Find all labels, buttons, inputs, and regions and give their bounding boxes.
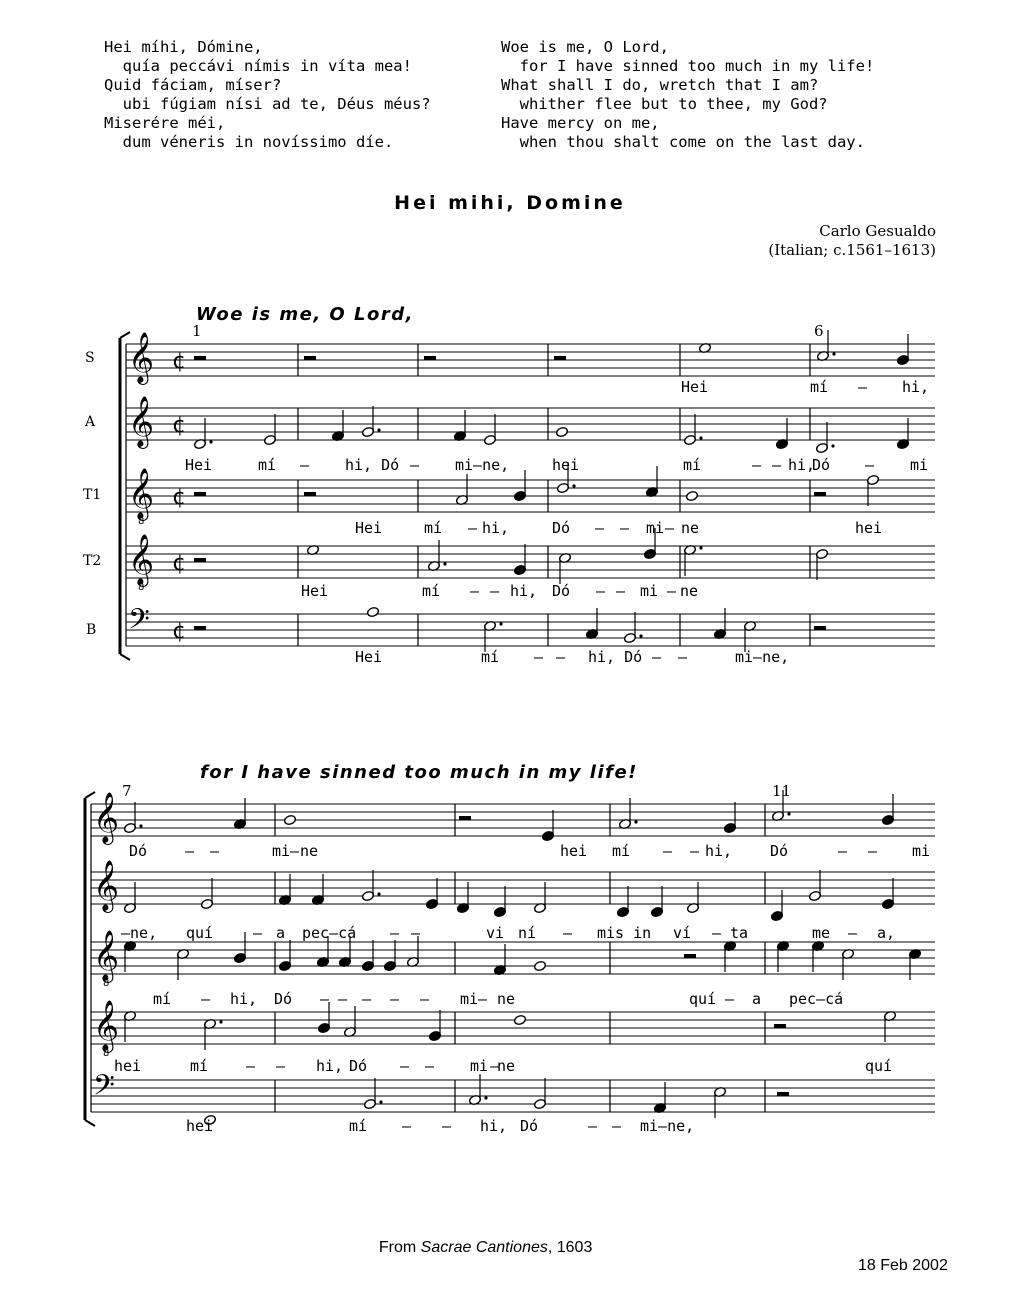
treble-clef: 𝄞 xyxy=(128,534,155,585)
lyric-syllable: mi xyxy=(470,1057,489,1075)
lyric-syllable: ne xyxy=(300,842,319,860)
lyric-syllable: mí xyxy=(422,582,441,600)
lyric-syllable: – xyxy=(838,842,848,860)
lyric-syllable: Dó xyxy=(770,842,789,860)
lyric-syllable: – xyxy=(320,990,330,1008)
lyric-syllable: – xyxy=(290,842,300,860)
source-prefix: From xyxy=(378,1239,421,1256)
lyric-syllable: – xyxy=(362,990,372,1008)
lyric-syllable: – xyxy=(338,990,348,1008)
lyric-syllable: – xyxy=(772,456,782,474)
voice-label-tenor-2: T2 xyxy=(83,553,102,569)
lyric-syllable: hi, xyxy=(902,378,930,396)
system-2-heading: for I have sinned too much in my life! xyxy=(200,762,638,783)
lyric-syllable: mi xyxy=(272,842,291,860)
lyric-syllable: mi xyxy=(640,582,659,600)
measure-number: 7 xyxy=(122,782,132,800)
lyric-syllable: – xyxy=(667,582,677,600)
lyric-syllable: hei xyxy=(855,519,883,537)
lyric-syllable: – xyxy=(865,456,875,474)
bass-clef: 𝄢 xyxy=(128,603,150,643)
voice-label-tenor-1: T1 xyxy=(83,487,102,503)
lyric-syllable: mi xyxy=(910,456,929,474)
lyric-syllable: Hei xyxy=(355,519,383,537)
voice-label-alto: A xyxy=(85,414,96,430)
time-signature: ¢ xyxy=(172,619,186,644)
lyric-syllable: – xyxy=(390,924,400,942)
composer-name: Carlo Gesualdo xyxy=(819,222,936,240)
lyric-syllable: Hei xyxy=(681,378,709,396)
english-line: for I have sinned too much in my life! xyxy=(501,57,875,75)
english-line: What shall I do, wretch that I am? xyxy=(501,76,819,94)
lyric-syllable: me xyxy=(812,924,831,942)
lyric-syllable: – xyxy=(470,582,480,600)
lyric-syllable: – xyxy=(596,582,606,600)
lyric-syllable: mi xyxy=(460,990,479,1008)
time-signature: ¢ xyxy=(172,349,186,374)
lyric-syllable: Dó xyxy=(349,1057,368,1075)
measure-number: 6 xyxy=(814,322,824,340)
lyric-syllable: a, xyxy=(877,924,896,942)
lyric-syllable: mi–ne, xyxy=(640,1117,695,1135)
source-year: , 1603 xyxy=(547,1239,593,1256)
measure-number: 1 xyxy=(192,322,202,340)
source-citation xyxy=(370,1221,592,1257)
footer-date: 18 Feb 2002 xyxy=(858,1257,948,1274)
rest xyxy=(814,492,826,496)
english-line: Have mercy on me, xyxy=(501,114,660,132)
lyric-syllable: – xyxy=(246,1057,256,1075)
time-signature: ¢ xyxy=(172,413,186,438)
augmentation-dot xyxy=(832,352,835,355)
lyric-syllable: mí xyxy=(424,519,443,537)
latin-line: dum véneris in novíssimo díe. xyxy=(104,133,394,151)
rest xyxy=(777,1092,789,1096)
lyric-syllable: – xyxy=(490,582,500,600)
whole-note xyxy=(513,1014,526,1025)
rest xyxy=(194,626,206,630)
measure-number: 11 xyxy=(772,782,792,800)
lyric-syllable: mí xyxy=(153,990,172,1008)
lyric-syllable: – xyxy=(612,1117,622,1135)
lyric-syllable: quí xyxy=(865,1057,893,1075)
lyric-syllable: – xyxy=(652,648,662,666)
lyric-syllable: – xyxy=(563,924,573,942)
treble-clef: 𝄞 xyxy=(93,860,120,911)
latin-line: quía peccávi nímis in víta mea! xyxy=(104,57,412,75)
octave-mark: 8 xyxy=(103,978,110,989)
lyric-syllable: – xyxy=(752,456,762,474)
lyric-syllable: – xyxy=(663,842,673,860)
system-1-heading: Woe is me, O Lord, xyxy=(196,304,414,325)
lyric-syllable: Dó xyxy=(812,456,831,474)
score-title: Hei mihi, Domine xyxy=(394,192,626,214)
voice-label-bass: B xyxy=(86,622,97,638)
treble-clef: 𝄞 xyxy=(93,1000,120,1051)
lyric-syllable: hi, xyxy=(788,456,816,474)
lyric-syllable: – xyxy=(468,519,478,537)
lyric-syllable: mis in xyxy=(597,924,652,942)
rest xyxy=(194,492,206,496)
latin-line: Quid fáciam, míser? xyxy=(104,76,282,94)
rest xyxy=(304,356,316,360)
composer-dates: (Italian; c.1561–1613) xyxy=(768,241,936,259)
lyric-syllable: – xyxy=(276,1057,286,1075)
lyric-syllable: – xyxy=(725,990,735,1008)
voice-label-soprano: S xyxy=(85,350,95,366)
augmentation-dot xyxy=(699,546,702,549)
augmentation-dot xyxy=(499,622,502,625)
whole-note xyxy=(555,426,568,437)
lyric-syllable: – xyxy=(478,990,488,1008)
lyric-syllable: mi–ne, xyxy=(455,456,510,474)
lyric-syllable: Dó xyxy=(552,582,571,600)
rest xyxy=(684,954,696,958)
augmentation-dot xyxy=(209,440,212,443)
lyric-syllable: ne xyxy=(680,582,699,600)
lyric-syllable: pec–cá xyxy=(302,924,357,942)
lyric-syllable: Dó xyxy=(552,519,571,537)
lyric-syllable: mí xyxy=(349,1117,368,1135)
treble-clef: 𝄞 xyxy=(93,930,120,981)
lyric-syllable: – xyxy=(595,519,605,537)
lyric-syllable: – xyxy=(858,378,868,396)
augmentation-dot xyxy=(639,634,642,637)
augmentation-dot xyxy=(443,562,446,565)
augmentation-dot xyxy=(219,1020,222,1023)
lyric-syllable: a xyxy=(752,990,762,1008)
lyric-syllable: – xyxy=(210,842,220,860)
rest xyxy=(194,558,206,562)
lyric-syllable: – xyxy=(442,1117,452,1135)
lyric-syllable: ví xyxy=(673,924,692,942)
time-signature: ¢ xyxy=(172,485,186,510)
whole-note xyxy=(685,490,698,501)
english-line: when thou shalt come on the last day. xyxy=(501,133,865,151)
lyric-syllable: ne xyxy=(497,990,516,1008)
lyric-syllable: – xyxy=(253,924,263,942)
lyric-syllable: hi, xyxy=(705,842,733,860)
lyric-syllable: – xyxy=(556,648,566,666)
lyric-syllable: hei xyxy=(186,1117,214,1135)
rest xyxy=(554,356,566,360)
whole-note xyxy=(533,960,546,971)
lyric-syllable: quí xyxy=(689,990,717,1008)
augmentation-dot xyxy=(572,484,575,487)
lyric-syllable: mí xyxy=(258,456,277,474)
lyric-syllable: Dó xyxy=(129,842,148,860)
lyric-syllable: mí xyxy=(810,378,829,396)
octave-mark: 8 xyxy=(138,582,145,593)
augmentation-dot xyxy=(699,436,702,439)
augmentation-dot xyxy=(787,812,790,815)
lyric-syllable: ní xyxy=(518,924,537,942)
source-title: Sacrae Cantiones xyxy=(420,1239,548,1256)
lyric-syllable: – xyxy=(678,648,688,666)
lyric-syllable: Hei xyxy=(301,582,329,600)
lyric-syllable: hi, xyxy=(510,582,538,600)
treble-clef: 𝄞 xyxy=(128,468,155,519)
rest xyxy=(304,492,316,496)
lyric-syllable: mí xyxy=(481,648,500,666)
english-line: whither flee but to thee, my God? xyxy=(501,95,828,113)
english-line: Woe is me, O Lord, xyxy=(501,38,669,56)
lyric-syllable: vi xyxy=(486,924,505,942)
lyric-syllable: – xyxy=(402,1117,412,1135)
lyric-syllable: – xyxy=(712,924,722,942)
lyric-syllable: Hei xyxy=(355,648,383,666)
lyric-syllable: –ne, xyxy=(121,924,158,942)
lyric-syllable: hi, Dó xyxy=(345,456,400,474)
lyric-syllable: ne xyxy=(497,1057,516,1075)
lyric-syllable: – xyxy=(300,456,310,474)
lyric-syllable: – xyxy=(665,519,675,537)
bracket-hook xyxy=(85,1120,95,1126)
whole-note xyxy=(366,606,379,617)
rest xyxy=(194,356,206,360)
lyric-syllable: – xyxy=(400,1057,410,1075)
lyric-syllable: Dó xyxy=(274,990,293,1008)
lyric-syllable: hi, xyxy=(230,990,258,1008)
lyric-syllable: – xyxy=(588,1117,598,1135)
rest xyxy=(424,356,436,360)
lyric-syllable: – xyxy=(425,1057,435,1075)
lyric-syllable: hei xyxy=(114,1057,142,1075)
octave-mark: 8 xyxy=(103,1048,110,1059)
lyric-syllable: quí xyxy=(186,924,214,942)
lyric-syllable: – xyxy=(534,648,544,666)
treble-clef: 𝄞 xyxy=(128,396,155,447)
lyric-syllable: ta xyxy=(730,924,749,942)
lyric-syllable: hi, xyxy=(480,1117,508,1135)
treble-clef: 𝄞 xyxy=(128,332,155,383)
lyric-syllable: Hei xyxy=(185,456,213,474)
lyric-syllable: – xyxy=(490,1057,500,1075)
lyric-syllable: – xyxy=(868,842,878,860)
treble-clef: 𝄞 xyxy=(93,792,120,843)
lyric-syllable: – xyxy=(848,924,858,942)
lyric-syllable: – xyxy=(410,456,420,474)
lyric-syllable: – xyxy=(690,842,700,860)
augmentation-dot xyxy=(831,444,834,447)
bracket-hook xyxy=(120,654,130,660)
lyric-syllable: ne xyxy=(681,519,700,537)
latin-line: ubi fúgiam nísi ad te, Déus méus? xyxy=(104,95,431,113)
latin-line: Hei míhi, Dómine, xyxy=(104,38,263,56)
lyric-syllable: mí xyxy=(612,842,631,860)
rest xyxy=(774,1024,786,1028)
lyric-syllable: Dó xyxy=(520,1117,539,1135)
lyric-syllable: pec–cá xyxy=(789,990,844,1008)
augmentation-dot xyxy=(634,820,637,823)
lyric-syllable: – xyxy=(201,990,211,1008)
lyric-syllable: hi, xyxy=(482,519,510,537)
bass-clef: 𝄢 xyxy=(93,1069,115,1109)
lyric-syllable: mi–ne, xyxy=(735,648,790,666)
lyric-syllable: mí xyxy=(190,1057,209,1075)
lyric-syllable: hi, Dó xyxy=(588,648,643,666)
lyric-syllable: hei xyxy=(560,842,588,860)
latin-line: Miserére méi, xyxy=(104,114,226,132)
rest xyxy=(814,626,826,630)
augmentation-dot xyxy=(139,824,142,827)
lyric-syllable: – xyxy=(420,990,430,1008)
augmentation-dot xyxy=(377,892,380,895)
lyric-syllable: mí xyxy=(683,456,702,474)
lyric-syllable: a xyxy=(276,924,286,942)
augmentation-dot xyxy=(379,1100,382,1103)
rest xyxy=(459,816,471,820)
octave-mark: 8 xyxy=(138,516,145,527)
lyric-syllable: – xyxy=(390,990,400,1008)
lyric-syllable: mi xyxy=(646,519,665,537)
lyric-syllable: hei xyxy=(552,456,580,474)
lyric-syllable: mi xyxy=(912,842,931,860)
lyric-syllable: hi, xyxy=(316,1057,344,1075)
whole-note xyxy=(283,814,296,825)
augmentation-dot xyxy=(377,428,380,431)
lyric-syllable: – xyxy=(411,924,421,942)
augmentation-dot xyxy=(484,1096,487,1099)
lyric-syllable: – xyxy=(185,842,195,860)
lyric-syllable: – xyxy=(616,582,626,600)
lyric-syllable: – xyxy=(620,519,630,537)
time-signature: ¢ xyxy=(172,551,186,576)
